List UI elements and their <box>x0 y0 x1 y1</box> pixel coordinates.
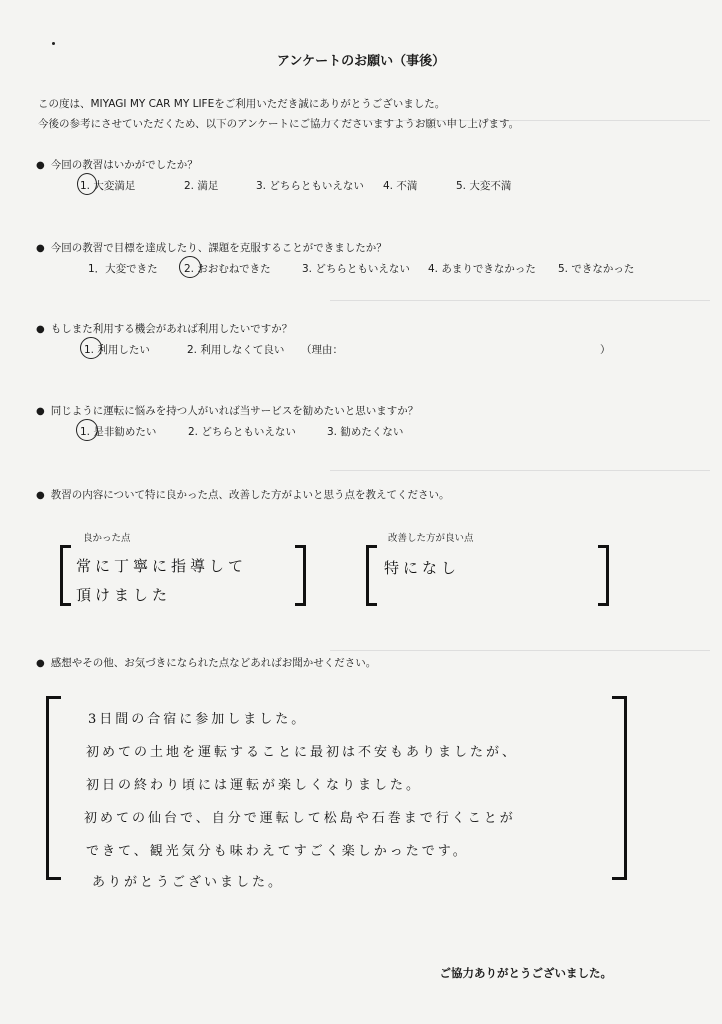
selection-circle <box>80 337 102 359</box>
thanks-footer: ご協力ありがとうございました。 <box>439 966 612 980</box>
good-bracket-left <box>60 545 71 606</box>
question-3: ● もしまた利用する機会があれば利用したいですか？ <box>36 321 292 336</box>
intro-line-2: 今後の参考にさせていただくため、以下のアンケートにご協力くださいますようお願い申し上げます。 <box>38 118 520 130</box>
question-4: ● 同じように運転に悩みを持つ人がいれば当サービスを勧めたいと思いますか？ <box>36 403 418 418</box>
show-through-line <box>330 650 710 652</box>
question-6: ● 感想やその他、お気づきになられた点などあればお聞かせください。 <box>36 655 376 670</box>
q2-option-4[interactable]: 4. あまりできなかった <box>428 263 536 275</box>
good-answer-line-2[interactable]: 頂けました <box>76 586 172 604</box>
q1-option-2[interactable]: 2. 満足 <box>184 180 219 192</box>
q3-option-2[interactable]: 2. 利用しなくて良い <box>187 344 285 356</box>
good-answer-line-1[interactable]: 常に丁寧に指導して <box>76 557 248 575</box>
intro-line-1: この度は、MIYAGI MY CAR MY LIFEをご利用いただき誠にありがとうございました。 <box>38 98 446 110</box>
question-2: ● 今回の教習で目標を達成したり、課題を克服することができましたか？ <box>36 240 387 255</box>
good-bracket-right <box>295 545 306 606</box>
improve-bracket-left <box>366 545 377 606</box>
q2-option-2[interactable]: 2. おおむねできた <box>184 263 271 275</box>
selection-circle <box>179 256 201 278</box>
improve-answer[interactable]: 特になし <box>384 559 461 577</box>
q4-option-2[interactable]: 2. どちらともいえない <box>188 426 296 438</box>
comments-bracket-left <box>46 696 61 880</box>
page-title: アンケートのお願い（事後） <box>276 54 446 69</box>
improve-points-label: 改善した方が良い点 <box>388 533 474 544</box>
q1-option-1[interactable]: 1. 大変満足 <box>80 180 136 192</box>
q1-option-3[interactable]: 3. どちらともいえない <box>256 180 364 192</box>
q3-reason-open: （理由： <box>301 344 343 356</box>
q2-option-3[interactable]: 3. どちらともいえない <box>302 263 410 275</box>
q1-option-4[interactable]: 4. 不満 <box>383 180 418 192</box>
comment-line-1[interactable]: 3日間の合宿に参加しました。 <box>88 712 308 727</box>
selection-circle <box>76 419 98 441</box>
good-points-label: 良かった点 <box>83 533 131 544</box>
comment-line-3[interactable]: 初日の終わり頃には運転が楽しくなりました。 <box>86 778 423 793</box>
comment-line-6[interactable]: ありがとうございました。 <box>92 875 285 890</box>
q3-option-1[interactable]: 1. 利用したい <box>84 344 150 356</box>
q4-option-1[interactable]: 1. 是非勧めたい <box>80 426 157 438</box>
question-1: ● 今回の教習はいかがでしたか？ <box>36 157 198 172</box>
q2-option-5[interactable]: 5. できなかった <box>558 263 635 275</box>
ink-dot <box>52 42 55 45</box>
question-5: ● 教習の内容について特に良かった点、改善した方がよいと思う点を教えてください。 <box>36 487 450 502</box>
comment-line-4[interactable]: 初めての仙台で、自分で運転して松島や石巻まで行くことが <box>84 811 516 826</box>
comment-line-2[interactable]: 初めての土地を運転することに最初は不安もありましたが、 <box>86 745 519 760</box>
selection-circle <box>77 173 97 195</box>
q4-option-3[interactable]: 3. 勧めたくない <box>327 426 404 438</box>
improve-bracket-right <box>598 545 609 606</box>
q1-option-5[interactable]: 5. 大変不満 <box>456 180 512 192</box>
q3-reason-close: ） <box>600 344 611 356</box>
show-through-line <box>330 300 710 302</box>
show-through-line <box>330 470 710 472</box>
comments-bracket-right <box>612 696 627 880</box>
comment-line-5[interactable]: できて、観光気分も味わえてすごく楽しかったです。 <box>86 844 469 859</box>
q2-option-1[interactable]: 1．大変できた <box>88 263 158 275</box>
